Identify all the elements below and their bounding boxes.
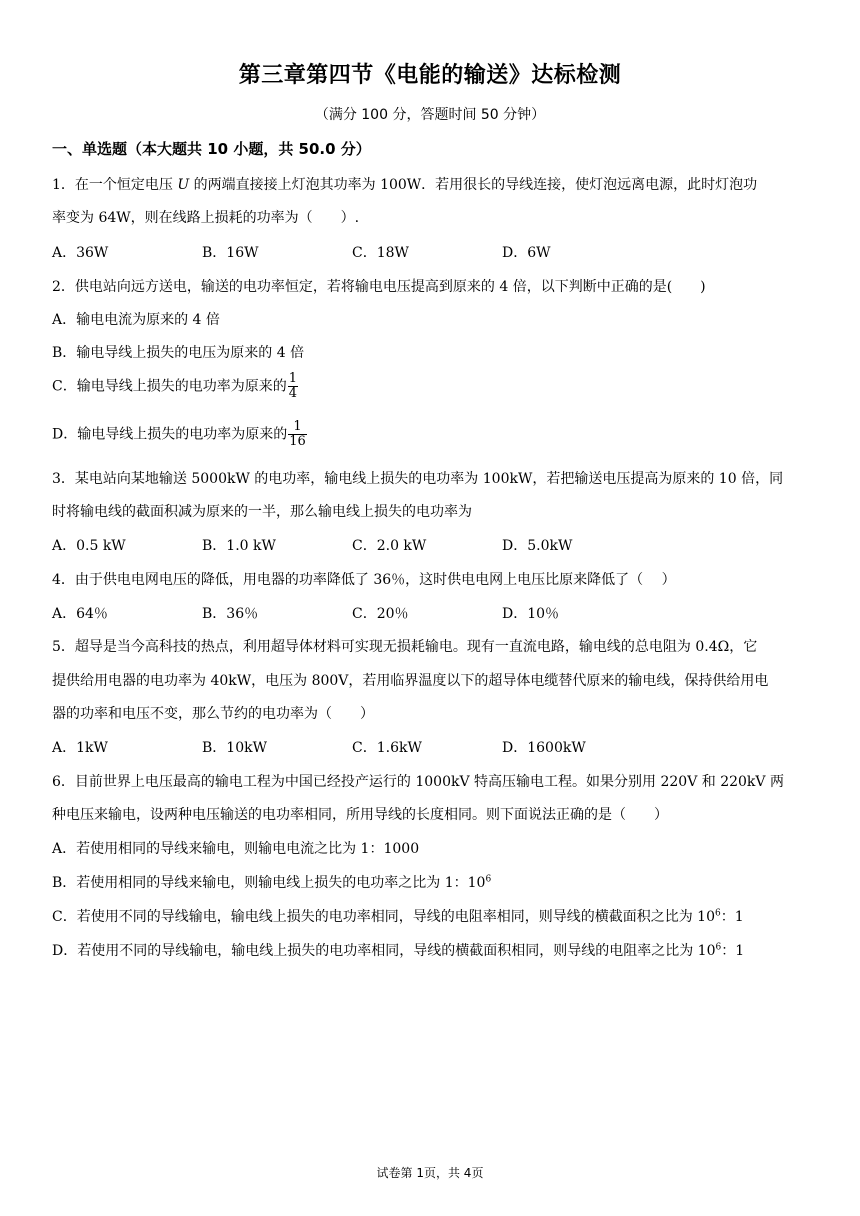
q2-option-b: B．输电导线上损失的电压为原来的 4 倍: [52, 345, 305, 361]
q6-option-c-text: C．若使用不同的导线输电，输电线上损失的电功率相同，导线的电阻率相同，则导线的横截面积之比为 10: [52, 909, 715, 925]
question-3-line-1: 3．某电站向某地输送 5000kW 的电功率，输电线上损失的电功率为 100kW，若把输送电压提高为原来的 10 倍，同: [52, 471, 784, 487]
fraction-denominator: 4: [288, 386, 297, 401]
q5-option-c: C．1.6kW: [352, 740, 422, 756]
q6-option-d-tail: ：1: [721, 943, 745, 959]
q6-option-b-text: B．若使用相同的导线来输电，则输电线上损失的电功率之比为 1：10: [52, 875, 486, 891]
q2-option-c-text: C．输电导线上损失的电功率为原来的: [52, 378, 287, 395]
q4-option-a: A．64％: [52, 606, 108, 622]
page-footer: 试卷第 1页，共 4页: [376, 1166, 484, 1180]
question-1-line-2: 率变为 64W，则在线路上损耗的功率为（ ）.: [52, 210, 360, 226]
fraction-numerator: 1: [288, 420, 307, 435]
page-title: 第三章第四节《电能的输送》达标检测: [238, 63, 622, 88]
q1-option-a: A．36W: [52, 245, 109, 261]
fraction: [288, 372, 298, 401]
q6-option-d-text: D．若使用不同的导线输电，输电线上损失的电功率相同，导线的横截面积相同，则导线的电阻率之比为 10: [52, 943, 716, 959]
q1-option-d: D．6W: [502, 245, 551, 261]
q2-option-c: [52, 372, 298, 401]
q6-option-a: A．若使用相同的导线来输电，则输电电流之比为 1：1000: [52, 841, 420, 857]
fraction-numerator: 1: [288, 371, 297, 386]
fraction: [288, 420, 307, 449]
q3-option-b: B．1.0 kW: [202, 538, 276, 554]
q6-option-d: [52, 940, 744, 960]
page-subtitle: （满分 100 分，答题时间 50 分钟）: [314, 107, 546, 123]
question-5-line-1: 5．超导是当今高科技的热点，利用超导体材料可实现无损耗输电。现有一直流电路，输电线的总电阻为 0.4Ω，它: [52, 639, 758, 655]
question-4-stem: 4．由于供电电网电压的降低，用电器的功率降低了 36％，这时供电电网上电压比原来降低了（ ）: [52, 572, 676, 588]
q2-option-d-text: D．输电导线上损失的电功率为原来的: [52, 426, 288, 443]
q1-option-b: B．16W: [202, 245, 259, 261]
question-5-line-3: 器的功率和电压不变，那么节约的电功率为（ ）: [52, 706, 374, 722]
superscript: 6: [485, 874, 492, 885]
q6-option-b: [52, 872, 491, 892]
q6-option-c: [52, 906, 744, 926]
q1-variable: U: [177, 177, 190, 193]
question-1-line-1: [52, 174, 757, 194]
question-3-line-2: 时将输电线的截面积减为原来的一半，那么输电线上损失的电功率为: [52, 504, 472, 520]
question-2-stem: 2．供电站向远方送电，输送的电功率恒定，若将输电电压提高到原来的 4 倍，以下判断中正确的是( ): [52, 279, 706, 295]
q5-option-d: D．1600kW: [502, 740, 586, 756]
q4-option-c: C．20％: [352, 606, 409, 622]
q3-option-d: D．5.0kW: [502, 538, 573, 554]
question-5-line-2: 提供给用电器的电功率为 40kW，电压为 800V，若用临界温度以下的超导体电缆替代原来的输电线，保持供给用电: [52, 673, 769, 689]
q3-option-c: C．2.0 kW: [352, 538, 427, 554]
q2-option-d: [52, 420, 307, 449]
section-heading: 一、单选题（本大题共 10 小题，共 50.0 分）: [52, 140, 371, 158]
q3-option-a: A．0.5 kW: [52, 538, 126, 554]
q4-option-d: D．10％: [502, 606, 560, 622]
question-6-line-1: 6．目前世界上电压最高的输电工程为中国已经投产运行的 1000kV 特高压输电工程。如果分别用 220V 和 220kV 两: [52, 774, 784, 790]
q5-option-a: A．1kW: [52, 740, 108, 756]
q1-option-c: C．18W: [352, 245, 409, 261]
q6-option-c-tail: ：1: [720, 909, 744, 925]
superscript: 6: [714, 908, 721, 919]
fraction-denominator: 16: [289, 434, 306, 449]
question-6-line-2: 种电压来输电，设两种电压输送的电功率相同，所用导线的长度相同。则下面说法正确的是（ ）: [52, 807, 668, 823]
q5-option-b: B．10kW: [202, 740, 267, 756]
q2-option-a: A．输电电流为原来的 4 倍: [52, 312, 220, 328]
q4-option-b: B．36％: [202, 606, 259, 622]
q1-text-b: 的两端直接接上灯泡其功率为 100W．若用很长的导线连接，使灯泡远离电源，此时灯泡功: [189, 177, 758, 193]
superscript: 6: [715, 942, 722, 953]
q1-text-a: 1．在一个恒定电压: [52, 177, 178, 193]
